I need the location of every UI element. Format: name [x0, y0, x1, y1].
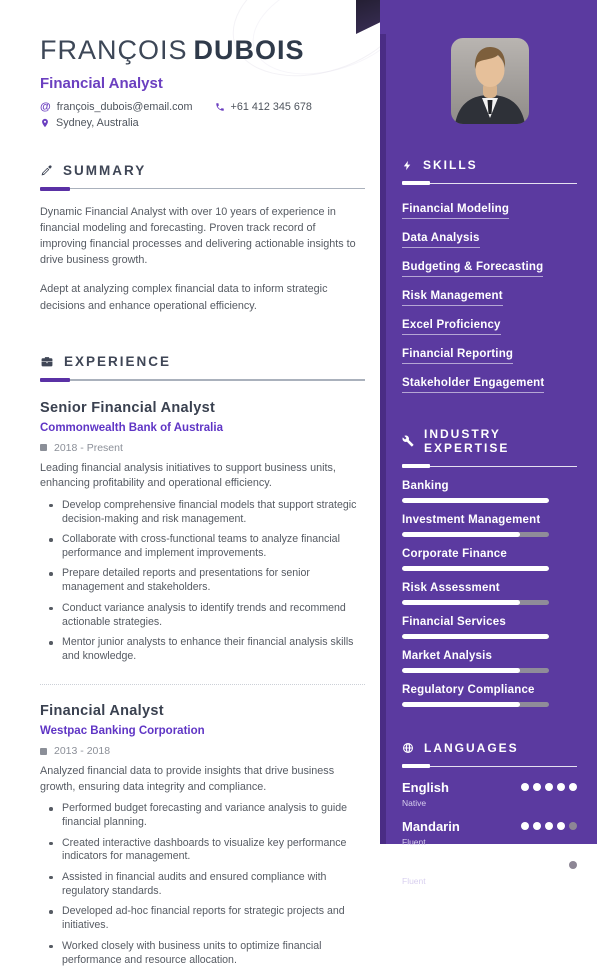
- progress-bar-track: [402, 566, 549, 571]
- section-divider: [40, 187, 365, 191]
- location-text: Sydney, Australia: [56, 116, 139, 129]
- proficiency-dot: [521, 783, 529, 791]
- skill-label: Financial Reporting: [402, 348, 513, 364]
- skills-section: [402, 158, 577, 393]
- job-bullet: Worked closely with business units to optimize financial performance and resource allocation.: [62, 940, 365, 968]
- expertise-list: [402, 480, 577, 707]
- skill-item: [402, 257, 577, 277]
- skill-label: Stakeholder Engagement: [402, 377, 544, 393]
- progress-bar-fill: [402, 600, 520, 605]
- progress-bar-track: [402, 634, 549, 639]
- progress-bar-fill: [402, 532, 520, 537]
- job-bullet: Prepare detailed reports and presentations for senior management and stakeholders.: [62, 567, 365, 595]
- person-name: [40, 36, 365, 66]
- summary-section: [40, 163, 365, 314]
- phone-text: +61 412 345 678: [230, 100, 312, 113]
- progress-bar-fill: [402, 498, 549, 503]
- section-divider: [40, 378, 365, 382]
- proficiency-dot: [557, 783, 565, 791]
- summary-header: [40, 163, 365, 178]
- skill-item: [402, 315, 577, 335]
- progress-bar-fill: [402, 702, 520, 707]
- language-proficiency-dots: [521, 822, 577, 830]
- language-list: [402, 780, 577, 886]
- calendar-icon: [40, 748, 47, 755]
- job-company: Commonwealth Bank of Australia: [40, 421, 223, 434]
- job-period: [40, 442, 365, 454]
- expertise-label: Banking: [402, 480, 449, 492]
- language-row: [402, 780, 577, 808]
- skill-list: [402, 199, 577, 393]
- last-name: DUBOIS: [193, 35, 305, 65]
- expertise-label: Market Analysis: [402, 650, 493, 662]
- wrench-icon: [402, 435, 414, 447]
- proficiency-dot: [569, 783, 577, 791]
- progress-bar-track: [402, 668, 549, 673]
- profile-photo: [451, 38, 529, 124]
- contact-email: [40, 101, 193, 113]
- expertise-label: Financial Services: [402, 616, 506, 628]
- section-divider: [402, 764, 577, 768]
- language-level: Fluent: [402, 876, 426, 886]
- language-row: [402, 858, 577, 886]
- job-description: Analyzed financial data to provide insights that drive business growth, ensuring data integrity and compliance.: [40, 765, 335, 793]
- proficiency-dot: [545, 822, 553, 830]
- experience-title: EXPERIENCE: [64, 353, 172, 369]
- section-divider: [402, 181, 577, 185]
- summary-paragraph: Dynamic Financial Analyst with over 10 years of experience in financial modeling and forecasting. Proven track record of improving financial processes and delivering actionable insights to drive business growth.: [40, 205, 356, 267]
- job-period-text: 2013 - 2018: [54, 745, 111, 758]
- proficiency-dot: [521, 822, 529, 830]
- language-proficiency-dots: [521, 861, 577, 869]
- expertise-item: [402, 514, 577, 537]
- location-pin-icon: [40, 117, 50, 129]
- job-bullet: Develop comprehensive financial models that support strategic decision-making and risk management.: [62, 499, 365, 527]
- job-company: Westpac Banking Corporation: [40, 725, 205, 738]
- proficiency-dot: [533, 783, 541, 791]
- contact-block: [40, 101, 365, 129]
- job-period: [40, 745, 365, 757]
- progress-bar-track: [402, 532, 549, 537]
- expertise-item: [402, 650, 577, 673]
- summary-paragraph: Adept at analyzing complex financial data to inform strategic decisions and enhance operational efficiency.: [40, 283, 328, 312]
- contact-phone: [215, 101, 312, 113]
- proficiency-dot: [533, 861, 541, 869]
- language-info: [402, 819, 460, 847]
- language-name: Mandarin: [402, 819, 460, 834]
- phone-icon: [215, 102, 225, 112]
- proficiency-dot: [569, 861, 577, 869]
- language-info: [402, 858, 468, 886]
- contact-row: [40, 117, 365, 129]
- language-name: English: [402, 780, 449, 795]
- expertise-label: Regulatory Compliance: [402, 684, 535, 696]
- sidebar: [380, 0, 597, 886]
- language-proficiency-dots: [521, 783, 577, 791]
- first-name: FRANÇOIS: [40, 35, 188, 65]
- lightning-bolt-icon: [402, 159, 413, 172]
- language-name: Cantonese: [402, 858, 469, 873]
- expertise-item: [402, 684, 577, 707]
- proficiency-dot: [557, 861, 565, 869]
- language-row: [402, 819, 577, 847]
- progress-bar-fill: [402, 566, 549, 571]
- job-bullet: Assisted in financial audits and ensured compliance with regulatory standards.: [62, 871, 365, 899]
- job-bullet: Developed ad-hoc financial reports for strategic projects and initiatives.: [62, 905, 365, 933]
- person-job-title: Financial Analyst: [40, 74, 163, 92]
- languages-header: [402, 741, 577, 755]
- skill-label: Budgeting & Forecasting: [402, 261, 543, 277]
- email-text: françois_dubois@email.com: [56, 100, 193, 113]
- proficiency-dot: [533, 822, 541, 830]
- briefcase-icon: [40, 355, 54, 368]
- progress-bar-fill: [402, 668, 520, 673]
- expertise-item: [402, 548, 577, 571]
- proficiency-dot: [569, 822, 577, 830]
- job-separator: [40, 684, 365, 685]
- language-level: Native: [402, 798, 427, 808]
- proficiency-dot: [521, 861, 529, 869]
- job-entry: [40, 400, 365, 664]
- expertise-label: Investment Management: [402, 514, 541, 526]
- progress-bar-track: [402, 498, 549, 503]
- expertise-label: Corporate Finance: [402, 548, 508, 560]
- expertise-header: [402, 427, 577, 455]
- skill-item: [402, 228, 577, 248]
- job-description: Leading financial analysis initiatives to support business units, enhancing profitability and operational efficiency.: [40, 461, 336, 490]
- expertise-item: [402, 616, 577, 639]
- job-bullet: Created interactive dashboards to visualize key performance indicators for management.: [62, 837, 365, 865]
- job-bullet-list: [40, 499, 365, 665]
- expertise-title: INDUSTRY EXPERTISE: [424, 427, 510, 455]
- contact-location: [40, 117, 139, 129]
- job-role: Financial Analyst: [40, 703, 164, 720]
- expertise-item: [402, 480, 577, 503]
- language-level: Fluent: [402, 837, 426, 847]
- job-period-text: 2018 - Present: [54, 441, 123, 454]
- contact-row: [40, 101, 365, 113]
- job-bullet: Collaborate with cross-functional teams to analyze financial performance and implement improvements.: [62, 533, 365, 561]
- skill-label: Risk Management: [402, 290, 503, 306]
- skill-label: Data Analysis: [402, 232, 480, 248]
- expertise-section: [402, 427, 577, 707]
- globe-icon: [402, 742, 414, 754]
- job-bullet: Conduct variance analysis to identify trends and recommend actionable strategies.: [62, 602, 365, 630]
- languages-section: [402, 741, 577, 886]
- skills-title: SKILLS: [423, 158, 478, 172]
- skills-header: [402, 158, 577, 172]
- progress-bar-fill: [402, 634, 549, 639]
- proficiency-dot: [545, 783, 553, 791]
- experience-header: [40, 354, 365, 369]
- skill-item: [402, 199, 577, 219]
- job-bullet: Performed budget forecasting and variance analysis to guide financial planning.: [62, 802, 365, 830]
- language-info: [402, 780, 449, 808]
- expertise-item: [402, 582, 577, 605]
- progress-bar-track: [402, 600, 549, 605]
- job-role: Senior Financial Analyst: [40, 399, 216, 416]
- job-bullet: Mentor junior analysts to enhance their financial analysis skills and knowledge.: [62, 636, 365, 664]
- progress-bar-track: [402, 702, 549, 707]
- summary-title: SUMMARY: [63, 162, 147, 178]
- email-at-icon: @: [40, 100, 51, 113]
- calendar-icon: [40, 444, 47, 451]
- section-divider: [402, 464, 577, 468]
- languages-title: LANGUAGES: [424, 741, 519, 755]
- experience-section: [40, 354, 365, 968]
- expertise-label: Risk Assessment: [402, 582, 500, 594]
- pen-nib-icon: [40, 164, 53, 177]
- proficiency-dot: [545, 861, 553, 869]
- job-entry: [40, 703, 365, 967]
- skill-label: Excel Proficiency: [402, 319, 501, 335]
- skill-item: [402, 286, 577, 306]
- job-bullet-list: [40, 802, 365, 968]
- skill-label: Financial Modeling: [402, 203, 509, 219]
- skill-item: [402, 344, 577, 364]
- proficiency-dot: [557, 822, 565, 830]
- skill-item: [402, 373, 577, 393]
